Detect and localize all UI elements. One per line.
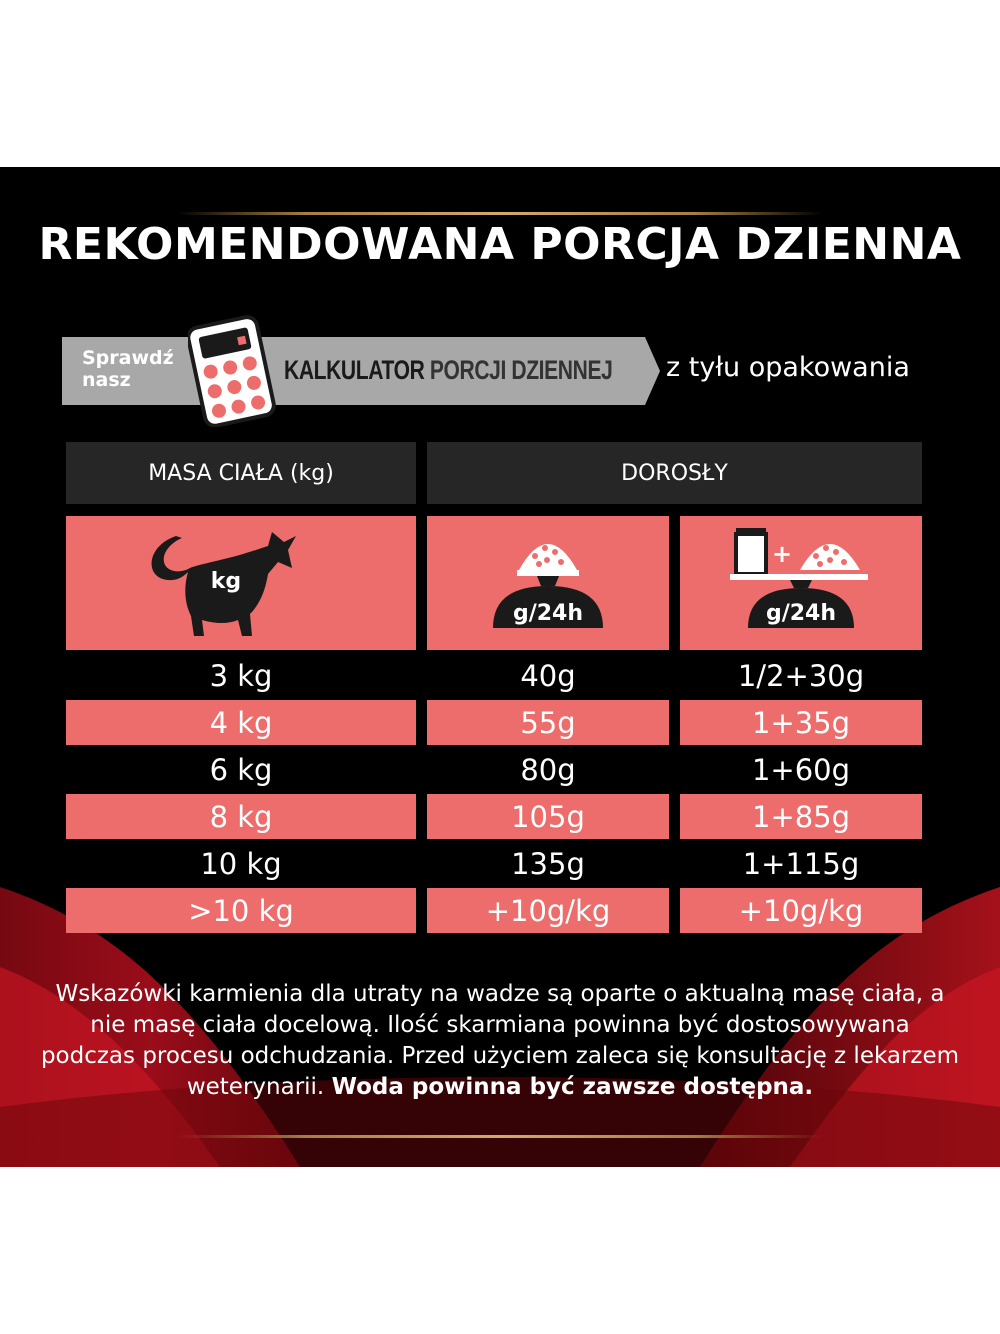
calculator-suffix: z tyłu opakowania	[666, 352, 910, 383]
cell-weight: 10 kg	[200, 847, 282, 881]
calculator-name-part1: KALKULATOR	[284, 355, 425, 385]
header-adult: DOROSŁY	[427, 442, 922, 504]
cell-weight: >10 kg	[188, 894, 294, 928]
cell-mixed: 1+85g	[751, 800, 851, 834]
feeding-guide-panel	[0, 167, 1000, 1167]
cell-dry: 55g	[520, 706, 576, 740]
cell-weight: 6 kg	[209, 753, 273, 787]
pouch-plus-dry-food-scale-icon	[680, 516, 922, 650]
cell-dry: 40g	[520, 659, 576, 693]
feeding-footnote	[40, 979, 960, 1103]
cat-icon	[66, 516, 416, 650]
page-title: REKOMENDOWANA PORCJA DZIENNA	[38, 219, 962, 270]
cell-mixed: +10g/kg	[738, 894, 864, 928]
icon-cell-dry	[427, 516, 669, 650]
cell-mixed: 1+60g	[751, 753, 851, 787]
cell-mixed: 1+35g	[751, 706, 851, 740]
cell-weight: 8 kg	[209, 800, 273, 834]
mixed-icon-label: g/24h	[765, 601, 837, 626]
cat-icon-label: kg	[210, 569, 242, 594]
bottom-gold-divider	[177, 1135, 823, 1138]
header-body-weight: MASA CIAŁA (kg)	[66, 442, 416, 504]
cell-mixed: 1+115g	[742, 847, 860, 881]
dry-food-bowl-scale-icon	[427, 516, 669, 650]
calculator-banner	[62, 335, 660, 407]
dry-icon-label: g/24h	[512, 601, 584, 626]
cell-dry: 80g	[520, 753, 576, 787]
cell-dry: 105g	[511, 800, 585, 834]
icon-cell-weight	[66, 516, 416, 650]
footnote-bold: Woda powinna być zawsze dostępna.	[331, 1074, 814, 1100]
icon-cell-mixed	[680, 516, 922, 650]
check-line-2: nasz	[82, 369, 131, 391]
cell-weight: 3 kg	[209, 659, 273, 693]
calculator-check-text	[82, 347, 174, 391]
calculator-icon	[188, 315, 278, 427]
svg-text:+: +	[771, 540, 793, 568]
cell-dry: 135g	[511, 847, 585, 881]
cell-weight: 4 kg	[209, 706, 273, 740]
cell-mixed: 1/2+30g	[737, 659, 865, 693]
top-gold-divider	[177, 212, 823, 215]
calculator-name-part2: PORCJI DZIENNEJ	[429, 355, 613, 385]
cell-dry: +10g/kg	[485, 894, 611, 928]
check-line-1: Sprawdź	[82, 347, 174, 369]
calculator-name	[284, 355, 612, 386]
footnote-text: Wskazówki karmienia dla utraty na wadze są oparte o aktualną masę ciała, a nie masę ciała docelową. Ilość skarmiana powinna być dostosowywana podczas procesu odchudzania. Przed użyciem zaleca się konsultację z lekarzem weterynarii.	[40, 981, 960, 1100]
